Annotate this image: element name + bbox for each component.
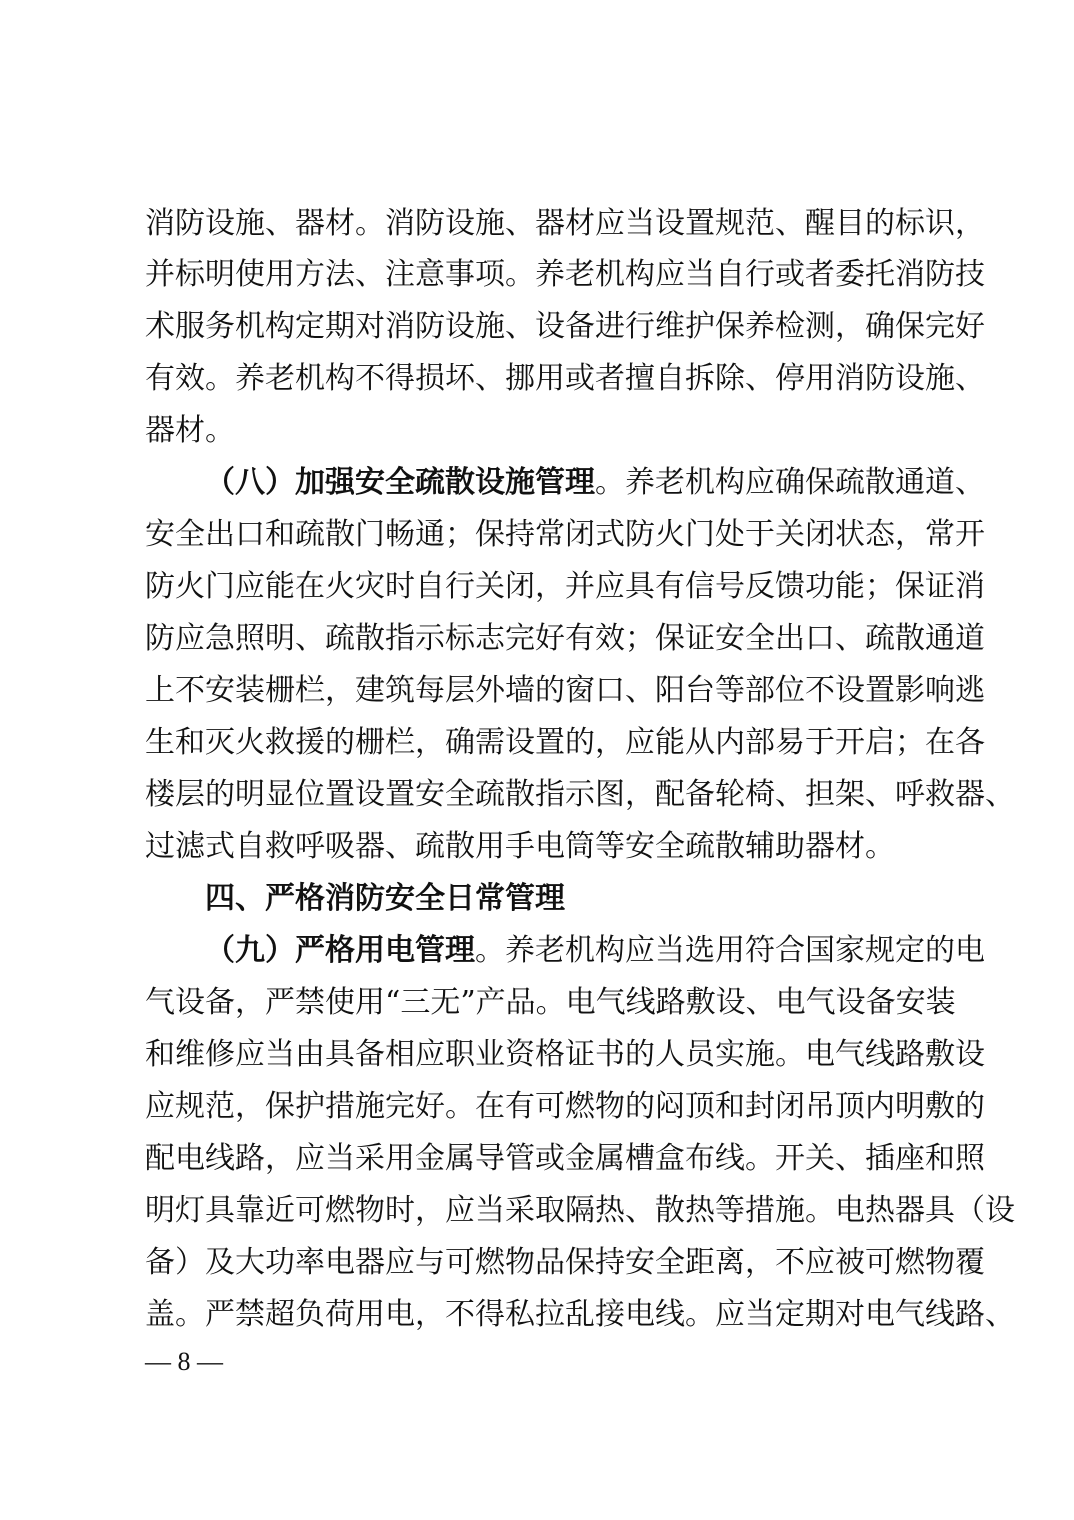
text-span: 。养老机构应确保疏散通道、 [595, 465, 985, 500]
text-line: 配电线路，应当采用金属导管或金属槽盒布线。开关、插座和照 [145, 1141, 985, 1176]
text-line: 生和灭火救援的栅栏，确需设置的，应能从内部易于开启；在各 [145, 725, 985, 760]
text-line: 防应急照明、疏散指示标志完好有效；保证安全出口、疏散通道 [145, 621, 985, 656]
text-line: 过滤式自救呼吸器、疏散用手电筒等安全疏散辅助器材。 [145, 829, 895, 864]
text-line: 楼层的明显位置设置安全疏散指示图，配备轮椅、担架、呼救器、 [145, 777, 1015, 812]
paragraph-first-line [205, 457, 985, 509]
text-line: 器材。 [145, 413, 235, 448]
text-line: 消防设施、器材。消防设施、器材应当设置规范、醒目的标识， [145, 206, 985, 241]
text-line: 明灯具靠近可燃物时，应当采取隔热、散热等措施。电热器具（设 [145, 1193, 1015, 1228]
text-line: 气设备，严禁使用“三无”产品。电气线路敷设、电气设备安装 [145, 985, 956, 1020]
text-line: 应规范，保护措施完好。在有可燃物的闷顶和封闭吊顶内明敷的 [145, 1089, 985, 1124]
text-line: 备）及大功率电器应与可燃物品保持安全距离，不应被可燃物覆 [145, 1245, 985, 1280]
text-line: 盖。严禁超负荷用电，不得私拉乱接电线。应当定期对电气线路、 [145, 1297, 1015, 1332]
text-line: 和维修应当由具备相应职业资格证书的人员实施。电气线路敷设 [145, 1037, 985, 1072]
text-line: 上不安装栅栏，建筑每层外墙的窗口、阳台等部位不设置影响逃 [145, 673, 985, 708]
text-line: 并标明使用方法、注意事项。养老机构应当自行或者委托消防技 [145, 257, 985, 292]
text-line: 术服务机构定期对消防设施、设备进行维护保养检测，确保完好 [145, 309, 985, 344]
page-number: — 8 — [145, 1347, 223, 1376]
subsection-title: （九）严格用电管理 [205, 933, 475, 968]
section-heading: 四、严格消防安全日常管理 [205, 881, 565, 916]
text-line: 有效。养老机构不得损坏、挪用或者擅自拆除、停用消防设施、 [145, 361, 985, 396]
text-span: 。养老机构应当选用符合国家规定的电 [475, 933, 985, 968]
text-line: 防火门应能在火灾时自行关闭，并应具有信号反馈功能；保证消 [145, 569, 985, 604]
paragraph-first-line [205, 925, 985, 977]
text-line: 安全出口和疏散门畅通；保持常闭式防火门处于关闭状态，常开 [145, 517, 985, 552]
subsection-title: （八）加强安全疏散设施管理 [205, 465, 595, 500]
